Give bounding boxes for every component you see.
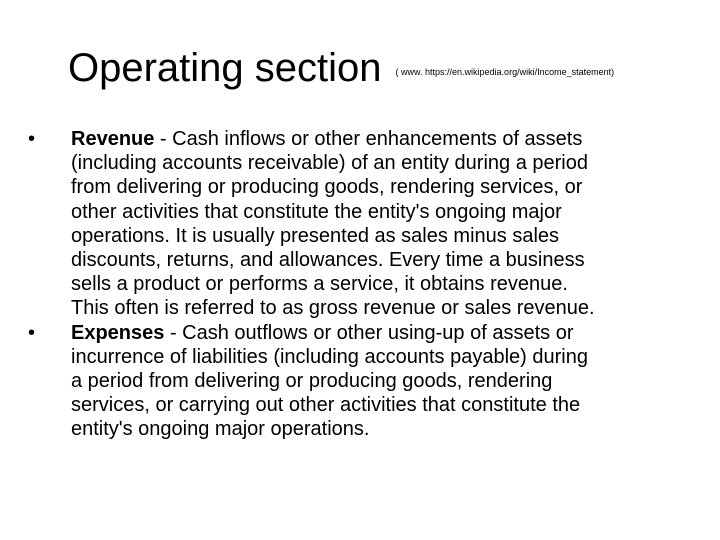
bullet-icon: • xyxy=(28,321,36,344)
definition-line: incurrence of liabilities (including accounts payable) during xyxy=(71,345,588,368)
definition-line: operations. It is usually presented as sales minus sales xyxy=(71,224,560,247)
definition-line: services, or carrying out other activities that constitute the xyxy=(71,394,581,417)
slide-title: Operating section xyxy=(68,46,382,90)
bullet-first-line xyxy=(71,127,708,151)
term-revenue: Revenue xyxy=(71,128,155,150)
definition-line: entity's ongoing major operations. xyxy=(71,418,370,441)
definition-line: other activities that constitute the entity's ongoing major xyxy=(71,200,562,223)
definition-line: - Cash inflows or other enhancements of assets xyxy=(154,128,583,150)
definition-line: from delivering or producing goods, rendering services, or xyxy=(71,176,583,199)
bullet-item-expenses xyxy=(28,321,708,442)
definition-line: discounts, returns, and allowances. Every time a business xyxy=(71,249,585,272)
definition-line: a period from delivering or producing goods, rendering xyxy=(71,370,553,393)
definition-line: (including accounts receivable) of an entity during a period xyxy=(71,152,588,175)
term-expenses: Expenses xyxy=(71,321,165,344)
source-citation: ( www. https://en.wikipedia.org/wiki/Income_statement) xyxy=(395,67,615,77)
bullet-item-revenue xyxy=(28,127,708,321)
bullet-icon: • xyxy=(28,128,36,150)
definition-line: sells a product or performs a service, it obtains revenue. xyxy=(71,273,568,296)
definition-line: - Cash outflows or other using-up of assets or xyxy=(164,321,574,344)
title-row xyxy=(68,44,614,92)
bullet-first-line xyxy=(71,321,708,345)
bullet-list xyxy=(28,127,708,442)
definition-line: This often is referred to as gross revenue or sales revenue. xyxy=(71,297,595,320)
